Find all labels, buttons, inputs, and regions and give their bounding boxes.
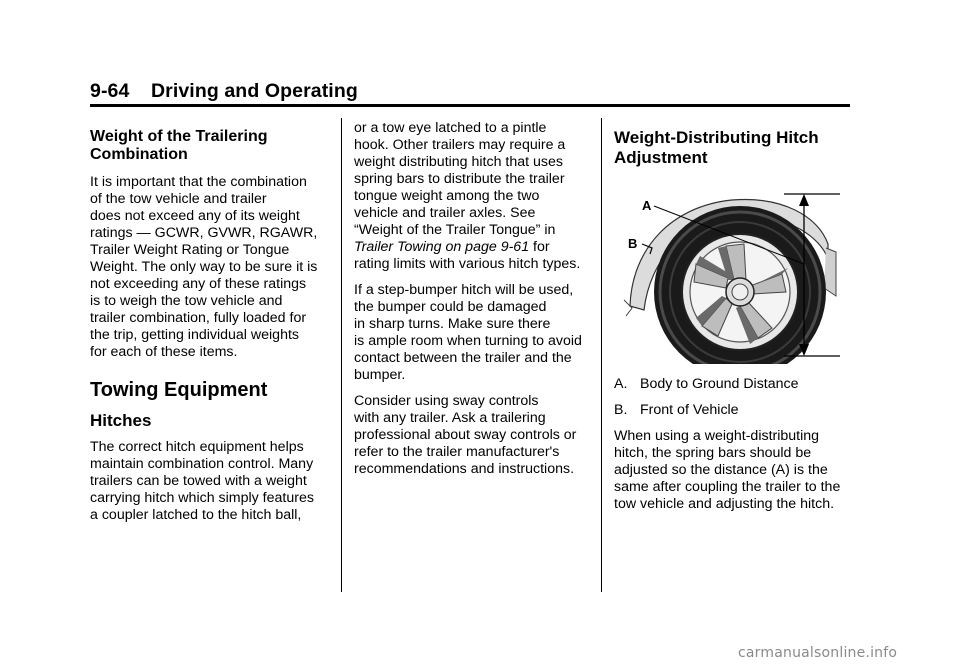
column-3	[614, 128, 854, 176]
label-a: A	[642, 198, 652, 213]
page-number: 9-64	[90, 80, 130, 102]
heading-towing-equipment: Towing Equipment	[90, 379, 268, 401]
paragraph-step-bumper: If a step-bumper hitch will be used, the bumper could be damaged in sharp turns. Make sure there is ample room when turning to avoid contact between the trailer and the bumper.	[354, 282, 582, 383]
label-b: B	[628, 236, 638, 251]
paragraph-tow-eye: or a tow eye latched to a pintle hook. Other trailers may require a weight distributing hitch that uses spring bars to distribute the trailer tongue weight among the two vehicle and trailer axles. See “Weight of the Trailer Tongue” in Trailer Towing on page 9-61 for rating limits with various hitch types.	[354, 120, 581, 272]
paragraph-combination-weight: It is important that the combination of the tow vehicle and trailer does not exceed any of its weight ratings — GCWR, GVWR, RGAWR, Trailer Weight Rating or Tongue Weight. The only way to be sure it is not exceeding any of these ratings is to weigh the tow vehicle and trailer combination, fully loaded for the trip, getting individual weights for each of these items.	[90, 174, 318, 360]
column-divider-1	[341, 118, 342, 592]
paragraph-sway-controls: Consider using sway controls with any trailer. Ask a trailering professional about sway controls or refer to the trailer manufacturer's recommendations and instructions.	[354, 393, 577, 477]
paragraph-hitch-adjustment: When using a weight-distributing hitch, the spring bars should be adjusted so the distance (A) is the same after coupling the trailer to the tow vehicle and adjusting the hitch.	[614, 428, 841, 512]
legend-item-a: A. Body to Ground Distance	[614, 376, 799, 392]
column-2	[354, 120, 594, 487]
heading-weight-of-trailering-combination: Weight of the Trailering Combination	[90, 128, 268, 163]
figure-legend-and-text	[614, 376, 854, 522]
column-1	[90, 128, 335, 533]
column-divider-2	[601, 118, 602, 592]
section-title: Driving and Operating	[150, 80, 358, 102]
heading-weight-distributing-hitch-adjustment: Weight-Distributing Hitch Adjustment	[614, 128, 819, 167]
running-header	[90, 80, 358, 103]
paragraph-hitches: The correct hitch equipment helps maintain combination control. Many trailers can be towed with a weight carrying hitch which simply features a coupler latched to the hitch ball,	[90, 439, 314, 523]
legend-item-b: B. Front of Vehicle	[614, 402, 739, 418]
heading-hitches: Hitches	[90, 411, 152, 430]
wheel-figure	[622, 188, 840, 364]
watermark: carmanualsonline.info	[738, 645, 898, 661]
header-rule	[90, 104, 850, 107]
cross-reference-link[interactable]: Trailer Towing on page 9-61	[354, 239, 530, 255]
